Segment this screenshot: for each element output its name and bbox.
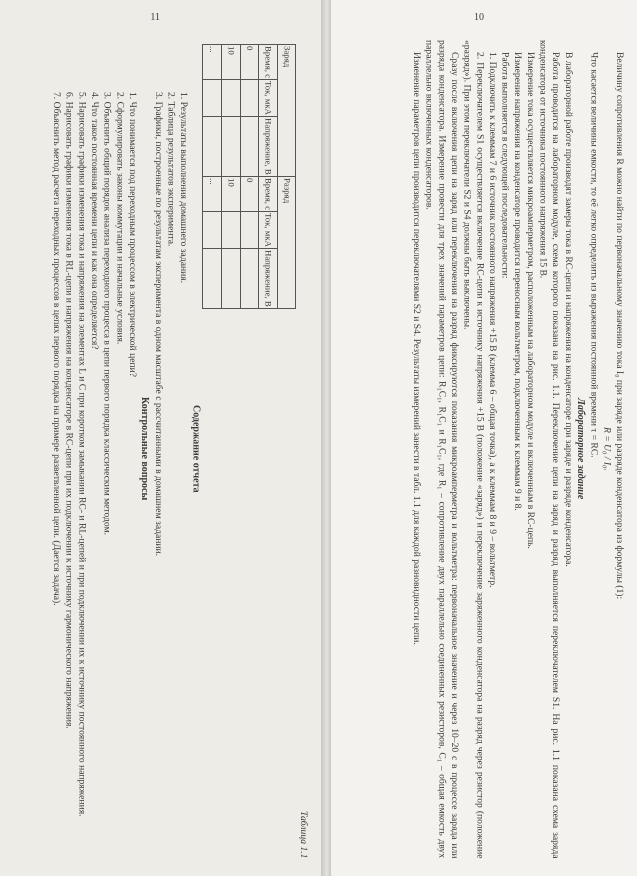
table-cell: 10: [221, 176, 240, 211]
table-cell: [240, 248, 259, 308]
table-cell: 0: [240, 45, 259, 80]
intro-paragraph-2: Что касается величины емкости, то её легко определить из выражения постоянной времени τ = RC.: [588, 51, 600, 458]
table-cell: [221, 117, 240, 177]
page-number: 10: [474, 12, 484, 23]
table-cell: [240, 80, 259, 117]
paragraph: 2. Переключателем S1 осуществляется включение RC-цепи к источнику напряжения +15 В (положение «заряд») и переключение заряженного конденсатора на разряд через резистор (положение «разряд»). При этом переключатели S2 и S4 должны быть выключены.: [461, 40, 486, 858]
paragraph: В лабораторной работе производят замеры тока в RC-цепи и напряжения на конденсаторе при заряде и разряде конденсатора.: [562, 51, 574, 567]
table-cell: ...: [203, 176, 222, 211]
table-header: Ток, мкА: [259, 211, 278, 248]
formula: R = U₀ / I₀.: [601, 427, 613, 471]
list-item: 7. Объяснить метод расчета переходных процессов в цепях первого порядка на примере разветвленной цепи. (Дается задача).: [51, 91, 63, 606]
page-11-text: [12, 40, 309, 858]
table-caption: Таблица 1.1: [298, 810, 309, 858]
list-item: 4. Что такое постоянная времени цепи и как она определяется?: [88, 91, 100, 350]
table-cell: [203, 80, 222, 117]
paragraph: Работа выполняется в следующей последовательности:: [499, 51, 511, 278]
table-header: Время, с: [259, 45, 278, 80]
list-item: 2. Сформулировать законы коммутации и начальные условия.: [114, 91, 126, 344]
table-row: [221, 45, 240, 309]
table-header: Напряжение, В: [259, 117, 278, 177]
questions-title: Контрольные вопросы: [139, 397, 151, 501]
questions-list: [49, 40, 138, 858]
report-title: Содержание отчета: [190, 405, 202, 493]
table-cell: [240, 117, 259, 177]
table-cell: 0: [240, 176, 259, 211]
paragraph: 1. Подключить к клеммам 7 и 6 источник постоянного напряжения +15 В (клемма 6 – общая точка), а к клеммам 8 и 9 – вольтметр.: [486, 51, 498, 588]
paragraph: Сразу после включения цепи на заряд или переключения на разряд фиксируются показания микроамперметра и вольтметра: первоначальное значение и через 10–20 с в процессе заряда или разряда конденсатора. Измерение провести для трех значений параметров цепи: R₁C₁, R₁C₁ и R₁C₁, где R₁ – сопротивление двух параллельно соединенных резисторов, C₁ – общая емкость двух параллельно включенных конденсаторов.: [423, 40, 460, 858]
table-cell: [221, 248, 240, 308]
list-item: 1. Что понимается под переходным процессом в электрической цепи?: [126, 91, 138, 377]
table-cell: [240, 211, 259, 248]
table-cell: ...: [203, 45, 222, 80]
table-header: Время, с: [259, 176, 278, 211]
page-10: [331, 0, 637, 876]
intro-paragraph: Величину сопротивления R можно найти по первоначальному значению тока I₀ при заряде или разряде конденсатора из формулы (1):: [614, 51, 625, 599]
table-header: Ток, мкА: [259, 80, 278, 117]
table-cell: [203, 248, 222, 308]
table-cell: 10: [221, 45, 240, 80]
paragraph: Измерение тока осуществляется микроамперметром, расположенным на лабораторном модуле и включенным в RC-цепь.: [524, 51, 536, 549]
paragraph: Работа проводится на лабораторном модуле, схема которого показана на рис. 1.1. Переключение цепи на заряд и разряд выполняется переключателем S1. На рис. 1.1 показана схема заряда конденсатора от источника постоянного напряжения 15 В.: [537, 40, 562, 858]
table-row: [203, 45, 222, 309]
paragraph: Измерение напряжения на конденсаторе проводится переносным вольтметром, подключенным к клеммам 9 и 8.: [512, 51, 524, 511]
list-item: 3. Графики, построенные по результатам эксперимента в одном масштабе с рассчитанными в домашнем задании.: [152, 91, 164, 556]
table-cell: [203, 211, 222, 248]
table-group-header: Разряд: [277, 176, 296, 308]
results-table: [202, 44, 296, 309]
list-item: 5. Нарисовать графики изменения тока и напряжения на элементах L и C при коротком замыкании RC- и RL-цепей и при подключении их к источнику постоянного напряжения.: [76, 91, 88, 817]
page-number: 11: [150, 12, 161, 23]
table-row: [240, 45, 259, 309]
table-cell: [203, 117, 222, 177]
list-item: 6. Нарисовать графики изменения тока в RL-цепи и напряжения на конденсаторе в RC-цепи при их подключении к источнику гармонического напряжения.: [63, 91, 75, 729]
book-gutter: [321, 0, 331, 876]
table-header: Напряжение, В: [259, 248, 278, 308]
table-group-header: Заряд: [277, 45, 296, 177]
paragraph: Изменение параметров цепи производится переключателями S2 и S4. Результаты измерений занести в табл. 1.1 для каждой разновидности цепи.: [410, 51, 422, 645]
table-cell: [221, 211, 240, 248]
section-title: Лабораторное задание: [575, 398, 587, 500]
list-item: 3. Объяснить общий порядок анализа переходного процесса в цепи первого порядка классическим методом.: [101, 91, 113, 535]
list-item: 2. Таблица результатов эксперимента.: [165, 91, 177, 246]
list-item: 1. Результаты выполнения домашнего задания.: [178, 91, 190, 283]
report-list: [151, 40, 189, 858]
table-cell: [221, 80, 240, 117]
page-10-text: [343, 40, 625, 858]
